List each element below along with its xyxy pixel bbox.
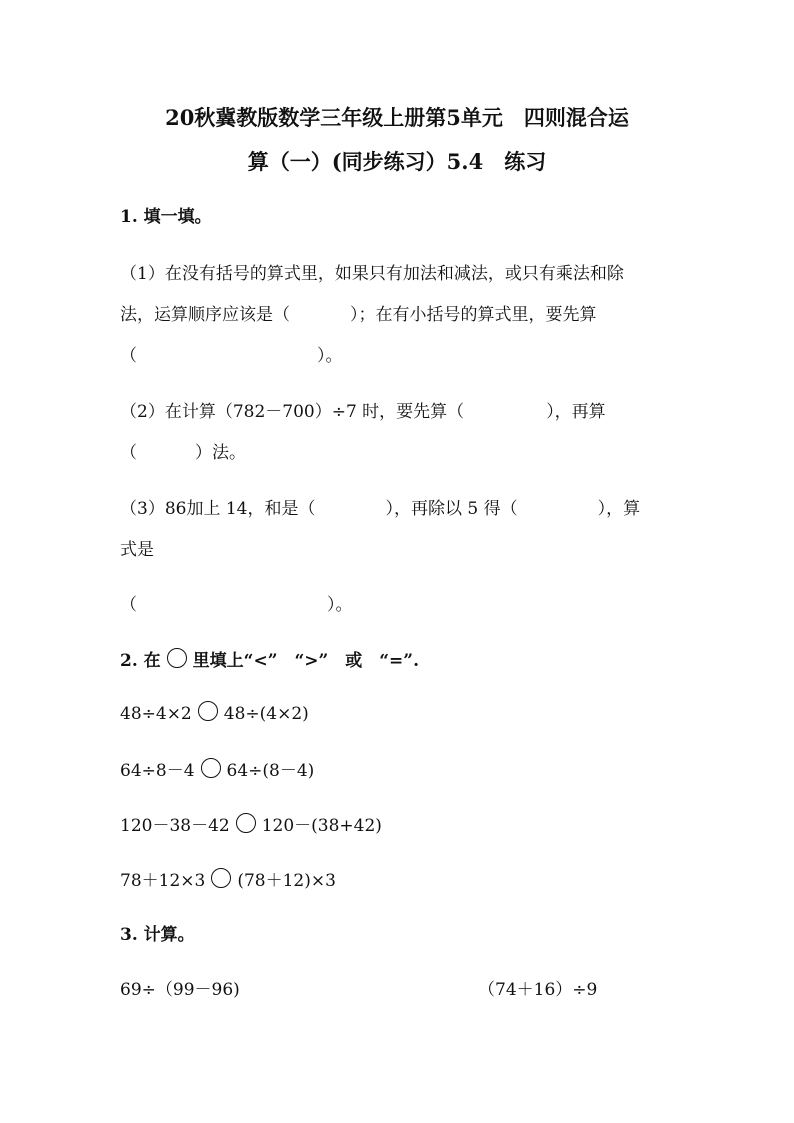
q2-heading-text-a: 2. 在 [120,651,161,671]
q1-p1-text-d: ）。 [317,346,343,366]
q1-p1-text-a: 法，运算顺序应该是（ [120,305,290,325]
q2-heading-text-b: 里填上“<” “>” 或 “=”. [192,651,419,671]
answer-circle[interactable] [236,813,256,833]
page-title-line2: 算（一）(同步练习）5.4 练习 [247,149,547,174]
answer-circle[interactable] [198,701,218,721]
q1-heading: 1. 填一填。 [120,207,212,227]
q2-row-right: 120－(38+42) [261,816,382,836]
q1-p2-text-c: （ [120,443,137,463]
q1-p2-text-d: ）法。 [195,443,246,463]
q2-row [120,866,336,891]
q3-item-2: （74＋16）÷9 [478,980,598,1000]
q1-p2-line2 [120,438,246,463]
q2-heading [120,646,419,671]
q2-row-right: 64÷(8－4) [226,761,315,781]
q1-p1-text-b: ）；在有小括号的算式里，要先算 [350,305,597,325]
q3-item-1: 69÷（99－96) [120,980,240,1000]
q2-row-left: 120－38－42 [120,816,230,836]
q2-row-left: 48÷4×2 [120,704,192,724]
q3-heading: 3. 计算。 [120,925,195,945]
q1-p3-text-b: ），再除以 5 得（ [385,499,518,519]
page-title-line1: 20秋冀教版数学三年级上册第5单元 四则混合运 [165,105,629,130]
q1-p3-text-c: ），算 [597,499,641,519]
q1-p1-line3 [120,341,343,366]
q1-p3-text-a: （3）86加上 14，和是（ [120,499,316,519]
q2-row-right: 48÷(4×2) [223,704,309,724]
q1-p1-line2 [120,300,597,325]
q2-row-right: (78＋12)×3 [237,871,336,891]
q1-p3-line2: 式是 [120,540,154,560]
q1-p3-text-e: ）。 [327,595,353,615]
q1-p2-text-b: ），再算 [546,402,606,422]
q1-p2-text-a: （2）在计算（782－700）÷7 时，要先算（ [120,402,465,422]
q1-p3-text-d: （ [120,595,137,615]
q2-row-left: 78＋12×3 [120,871,206,891]
answer-circle[interactable] [211,868,231,888]
q1-p3-line1 [120,494,640,519]
q2-row-left: 64÷8－4 [120,761,195,781]
q1-p1-text-c: （ [120,346,137,366]
q2-row [120,701,309,724]
q2-row [120,811,382,836]
q1-p3-line3 [120,590,353,615]
q1-p1-line1: （1）在没有括号的算式里，如果只有加法和减法，或只有乘法和除 [120,264,624,284]
circle-icon [167,648,187,668]
q2-row [120,756,314,781]
answer-circle[interactable] [201,758,221,778]
q1-p2-line1 [120,397,606,422]
